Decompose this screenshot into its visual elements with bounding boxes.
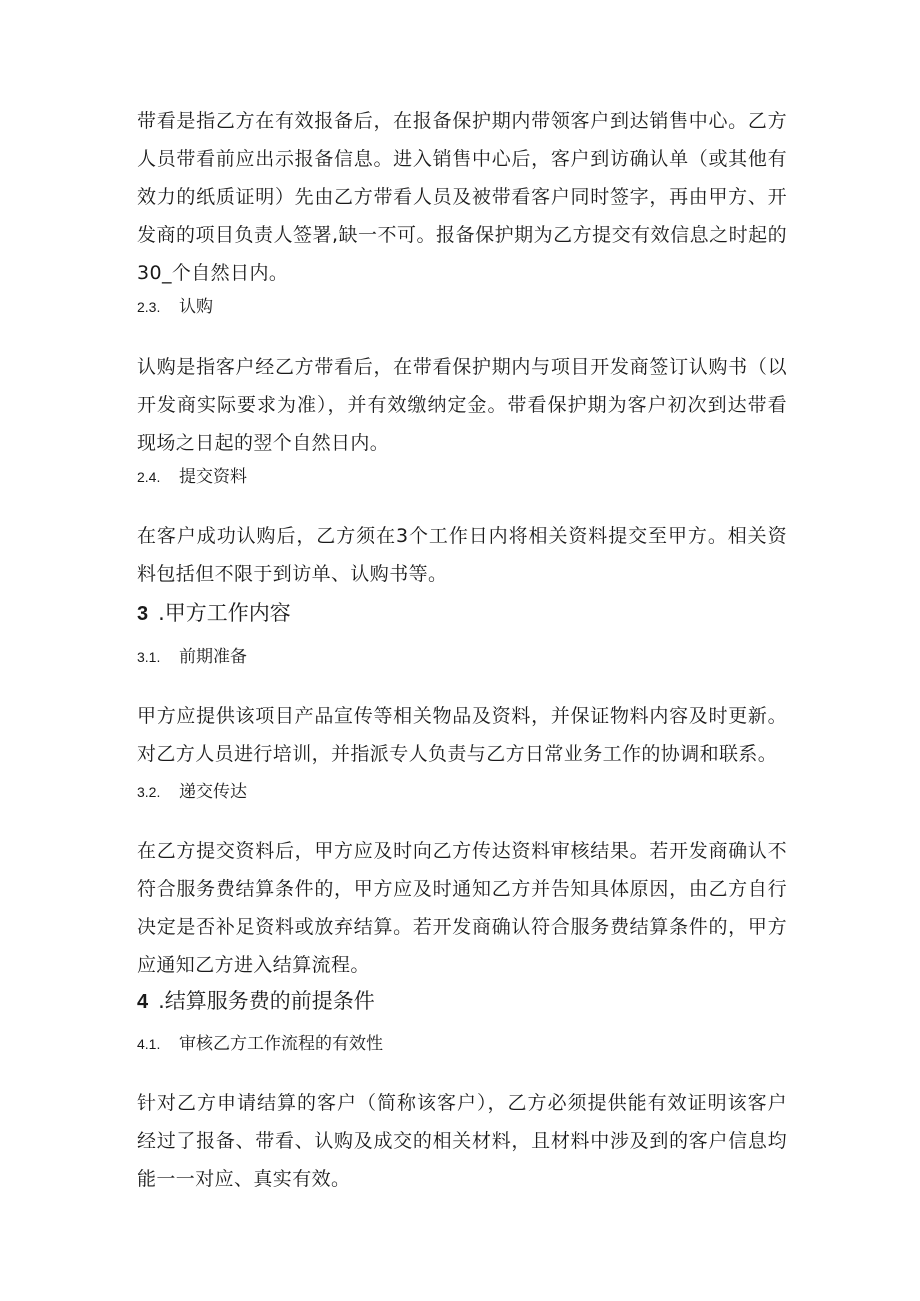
paragraph-subscription-definition: 认购是指客户经乙方带看后，在带看保护期内与项目开发商签订认购书（以开发商实际要求为准），并有效缴纳定金。带看保护期为客户初次到达带看现场之日起的翌个自然日内。 xyxy=(137,356,787,454)
section-title: .结算服务费的前提条件 xyxy=(158,989,375,1013)
subheading-title: 认购 xyxy=(179,297,213,317)
subheading-title: 递交传达 xyxy=(179,782,247,802)
section-number: 3 xyxy=(137,603,149,625)
paragraph-delivery: 在乙方提交资料后，甲方应及时向乙方传达资料审核结果。若开发商确认不符合服务费结算条件的，甲方应及时通知乙方并告知具体原因，由乙方自行决定是否补足资料或放弃结算。若开发商确认符合服务费结算条件的，甲方应通知乙方进入结算流程。 xyxy=(137,840,787,976)
section-title: .甲方工作内容 xyxy=(158,601,291,625)
paragraph-preparation: 甲方应提供该项目产品宣传等相关物品及资料，并保证物料内容及时更新。对乙方人员进行培训，并指派专人负责与乙方日常业务工作的协调和联系。 xyxy=(137,705,787,765)
section-heading-3 xyxy=(137,598,291,629)
subheading-title: 前期准备 xyxy=(179,647,247,667)
subheading-number: 2.4. xyxy=(137,469,161,485)
paragraph-submit-materials: 在客户成功认购后，乙方须在3个工作日内将相关资料提交至甲方。相关资料包括但不限于到访单、认购书等。 xyxy=(137,525,787,585)
subheading-3-1 xyxy=(137,645,247,669)
subheading-title: 提交资料 xyxy=(179,467,247,487)
subheading-number: 3.2. xyxy=(137,784,161,800)
subheading-title: 审核乙方工作流程的有效性 xyxy=(179,1034,383,1054)
subheading-number: 3.1. xyxy=(137,649,161,665)
subheading-2-4 xyxy=(137,465,247,489)
section-heading-4 xyxy=(137,986,375,1017)
subheading-number: 4.1. xyxy=(137,1036,161,1052)
subheading-4-1 xyxy=(137,1032,383,1056)
paragraph-verification: 针对乙方申请结算的客户（简称该客户），乙方必须提供能有效证明该客户经过了报备、带看、认购及成交的相关材料，且材料中涉及到的客户信息均能一一对应、真实有效。 xyxy=(137,1092,787,1190)
subheading-3-2 xyxy=(137,780,247,804)
section-number: 4 xyxy=(137,991,149,1013)
paragraph-viewing-definition: 带看是指乙方在有效报备后，在报备保护期内带领客户到达销售中心。乙方人员带看前应出示报备信息。进入销售中心后，客户到访确认单（或其他有效力的纸质证明）先由乙方带看人员及被带看客户同时签字，再由甲方、开发商的项目负责人签署,缺一不可。报备保护期为乙方提交有效信息之时起的30_个自然日内。 xyxy=(137,110,787,284)
subheading-number: 2.3. xyxy=(137,299,161,315)
subheading-2-3 xyxy=(137,295,213,319)
